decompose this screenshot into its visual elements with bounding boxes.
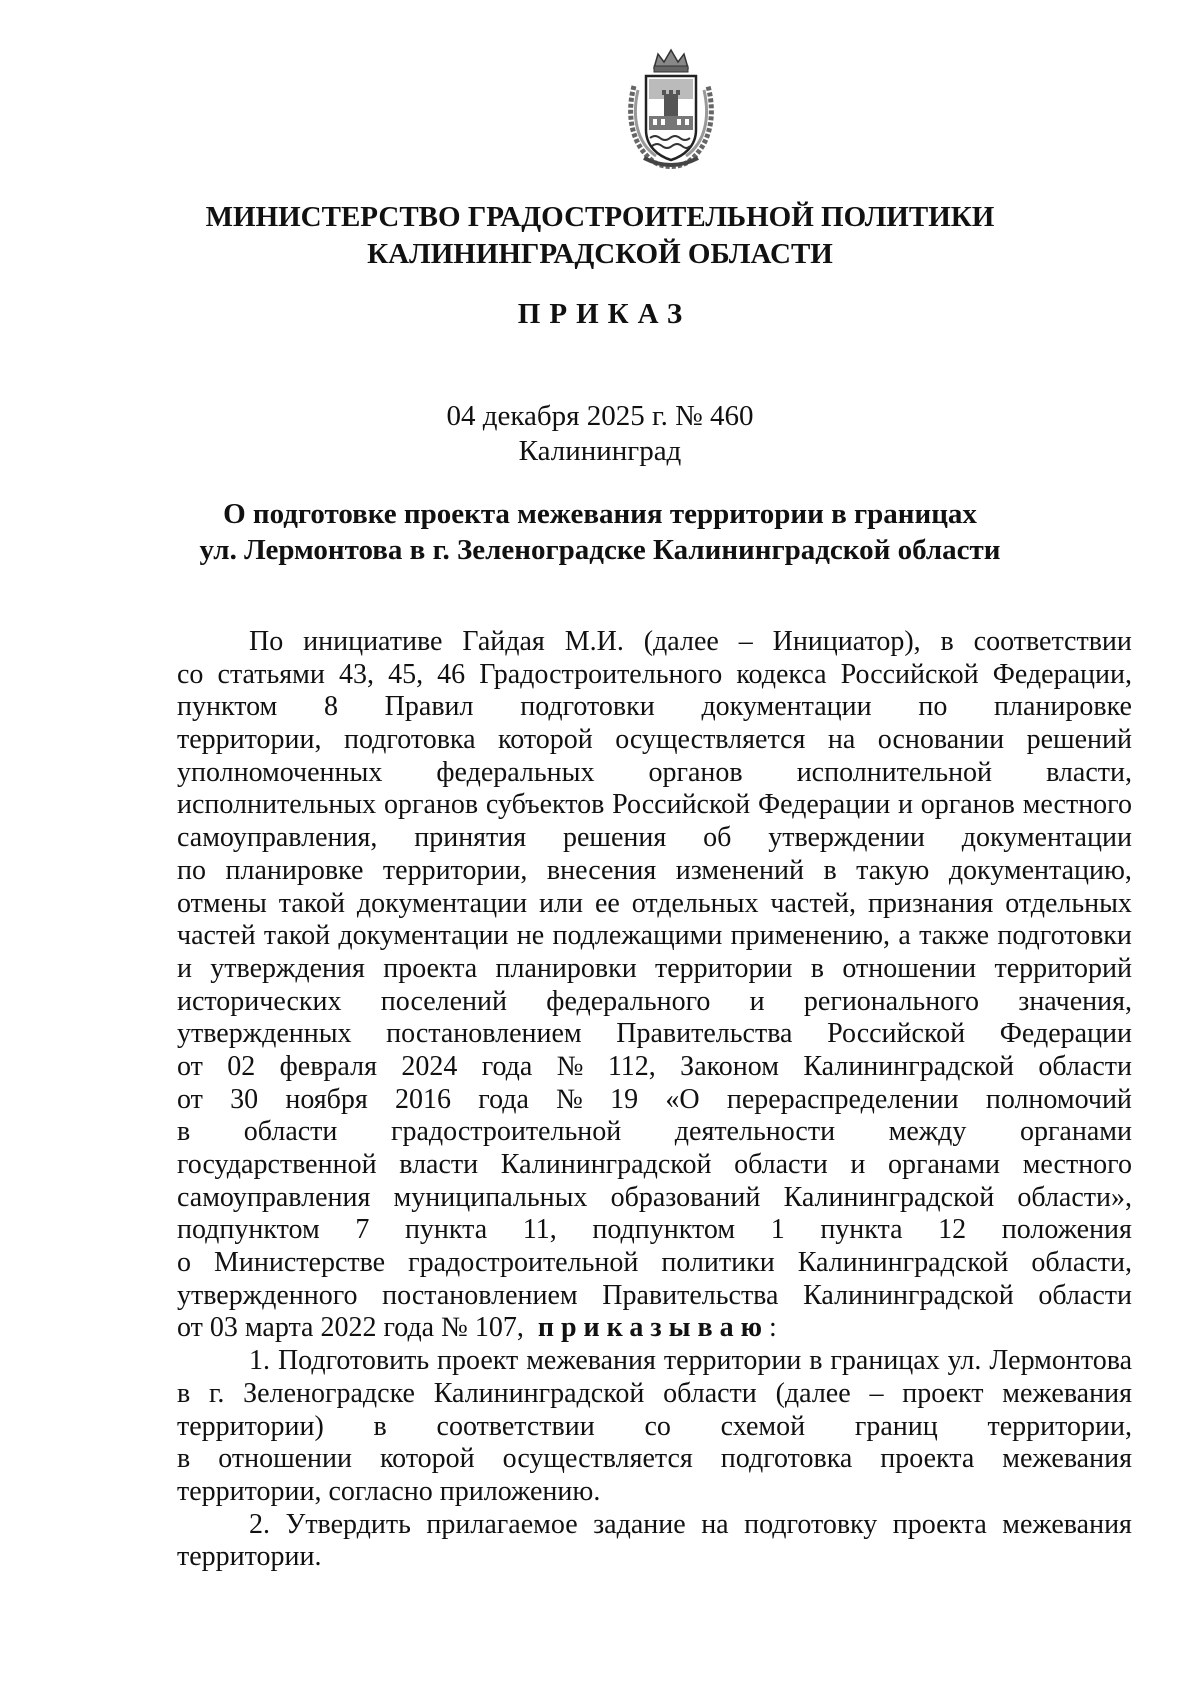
word: 1 (770, 1214, 785, 1246)
word: постановлением (382, 1279, 578, 1311)
ministry-name-line1: МИНИСТЕРСТВО ГРАДОСТРОИТЕЛЬНОЙ ПОЛИТИКИ (205, 201, 995, 233)
word: со (644, 1410, 671, 1442)
word: от (177, 1083, 203, 1115)
word: области (734, 1149, 828, 1180)
text-line (177, 757, 1132, 790)
word: территории (663, 1345, 802, 1377)
word: года (478, 1083, 529, 1115)
word: планировки (495, 952, 637, 984)
word: межевания (1002, 1377, 1132, 1409)
word: применению, (730, 920, 891, 952)
word: Федерации (999, 1018, 1132, 1050)
word: ее (594, 887, 620, 919)
word: 8 (323, 691, 338, 723)
word: власти, (1046, 756, 1132, 788)
word: документацию, (948, 854, 1132, 886)
word: политики (661, 1247, 775, 1279)
word: утвержденного (177, 1279, 358, 1311)
word: кодекса (736, 658, 827, 690)
word: 46 (437, 658, 466, 690)
word: Российской (612, 789, 751, 821)
text-line (177, 822, 1132, 855)
word: отдельных (631, 887, 759, 919)
word: (далее (775, 1377, 851, 1409)
word: местного (1022, 1149, 1132, 1180)
word: градостроительной (408, 1247, 639, 1279)
word: муниципальных (393, 1181, 588, 1213)
word: внесения (546, 854, 657, 886)
word: или (539, 887, 583, 919)
item-2-last-text: территории. (177, 1541, 322, 1573)
word: Калининградской (783, 1181, 995, 1213)
text-line (177, 1345, 1132, 1378)
text-line (177, 691, 1132, 724)
word: планировке (994, 691, 1132, 723)
word: 2016 (395, 1083, 452, 1115)
word: местного (1022, 789, 1132, 821)
word: проекта (880, 1443, 975, 1475)
subject-line2: ул. Лермонтова в г. Зеленоградске Калининградской области (199, 534, 1001, 566)
word: подлежащими (552, 920, 723, 952)
word: признания (867, 887, 994, 919)
text-line (177, 1182, 1132, 1215)
word: изменений (675, 854, 804, 886)
word: исполнительных (177, 789, 377, 821)
text-line (177, 986, 1132, 1019)
text-line (177, 1378, 1132, 1411)
word: а (898, 920, 911, 952)
word: границах (830, 1345, 940, 1377)
word: 02 (227, 1050, 256, 1082)
word: задание (593, 1508, 686, 1540)
word: области (663, 1377, 757, 1409)
word: утвержденных (177, 1018, 352, 1050)
text-line (177, 953, 1132, 986)
text-line (177, 1018, 1132, 1051)
word: самоуправления, (177, 822, 378, 854)
word: соответствии (436, 1410, 595, 1442)
subject-line1: О подготовке проекта межевания территории в границах (223, 498, 977, 530)
word: межевания (526, 1345, 656, 1377)
word: 7 (355, 1214, 370, 1246)
date-and-number: 04 декабря 2025 г. № 460 (446, 400, 754, 432)
word: подготовку (744, 1508, 878, 1540)
word: также (919, 920, 990, 952)
word: территории, (382, 854, 528, 886)
word: Калининградской (803, 1050, 1015, 1082)
word: органами (888, 1149, 1001, 1180)
document-body (177, 626, 1132, 1574)
word: – (869, 1377, 884, 1409)
word: 2024 (401, 1050, 458, 1082)
word: статьями (217, 658, 325, 690)
word: в (177, 1116, 191, 1148)
word: подпунктом (177, 1214, 320, 1246)
word: Правительства (602, 1279, 779, 1311)
word: которой (380, 1443, 475, 1475)
word: основании (877, 724, 1005, 756)
word: в (810, 952, 825, 984)
word: подготовки (997, 920, 1132, 952)
word: такой (263, 920, 331, 952)
word: в (940, 626, 954, 657)
word: территории, (177, 724, 322, 756)
word: схемой (720, 1410, 806, 1442)
word: проекта (383, 952, 478, 984)
word: прилагаемое (426, 1508, 578, 1540)
word: 11, (522, 1214, 557, 1246)
document-subject (0, 496, 1200, 568)
word: решений (1026, 724, 1132, 756)
word: федерального (546, 985, 711, 1017)
word: территории) (177, 1410, 324, 1442)
preamble-final-line (177, 1312, 1132, 1345)
item-1-paragraph (177, 1345, 1132, 1476)
word: федеральных (436, 756, 595, 788)
word: Калининградской (500, 1149, 712, 1180)
word: документации (356, 887, 528, 919)
word: Подготовить (277, 1345, 430, 1377)
text-line (177, 626, 1132, 659)
word: в (823, 854, 837, 886)
word: Федерации, (992, 658, 1132, 690)
word: границ (854, 1410, 938, 1442)
text-line (177, 1116, 1132, 1149)
word: образований (610, 1181, 761, 1213)
word: на (701, 1508, 729, 1540)
word: осуществляется (615, 724, 806, 756)
preamble-paragraph (177, 626, 1132, 1312)
word: частей, (770, 887, 857, 919)
word: Законом (680, 1050, 779, 1082)
word: такой (278, 887, 345, 919)
word: в (177, 1443, 191, 1475)
word: власти (399, 1149, 479, 1180)
word: Инициатор), (772, 626, 921, 657)
word: области», (1017, 1181, 1132, 1213)
word: осуществляется (502, 1443, 693, 1475)
word: в (177, 1377, 191, 1409)
word: в (373, 1410, 387, 1442)
word: февраля (279, 1050, 377, 1082)
text-line (177, 1411, 1132, 1444)
word: органов (648, 756, 743, 788)
word: По (249, 626, 284, 657)
word: 30 (230, 1083, 259, 1115)
word: М.И. (564, 626, 624, 657)
word: такую (856, 854, 930, 886)
order-colon: : (769, 1312, 777, 1344)
word: области, (1031, 1247, 1132, 1279)
word: документации (338, 920, 509, 952)
word: самоуправления (177, 1181, 371, 1213)
word: территории (655, 952, 793, 984)
word: № (556, 1050, 584, 1082)
word: отношении (842, 952, 977, 984)
word: Гайдая (462, 626, 545, 657)
word: деятельности (674, 1116, 836, 1148)
word: ул. (947, 1345, 982, 1377)
item-1-last-line (177, 1476, 1132, 1509)
word: межевания (1002, 1443, 1132, 1475)
word: межевания (1002, 1508, 1132, 1540)
word: принятия (414, 822, 527, 854)
word: Калининградской (803, 1279, 1014, 1311)
word: и (749, 985, 765, 1017)
word: и (850, 1149, 866, 1180)
word: «О (665, 1083, 700, 1115)
word: субъектов (485, 789, 605, 821)
word: документации (701, 691, 872, 723)
word: пунктом (177, 691, 278, 723)
text-line (177, 724, 1132, 757)
word: органов (383, 789, 479, 821)
word: утверждении (768, 822, 925, 854)
text-line (177, 1280, 1132, 1313)
kaliningrad-coat-of-arms-icon (624, 46, 718, 172)
text-line (177, 789, 1132, 822)
word: градостроительной (390, 1116, 622, 1148)
word: г. (209, 1377, 225, 1409)
word: между (888, 1116, 967, 1148)
document-type: ПРИКАЗ (517, 298, 692, 330)
word: решения (563, 822, 667, 854)
word: – (738, 626, 753, 657)
word: которой (498, 724, 593, 756)
issue-city: Калининград (518, 435, 682, 467)
word: и (897, 789, 913, 821)
preamble-final-clause: от 03 марта 2022 года № 107, (177, 1312, 524, 1344)
word: документации (961, 822, 1132, 854)
word: и (177, 952, 192, 984)
item-2-paragraph (177, 1509, 1132, 1542)
word: положения (1001, 1214, 1132, 1246)
word: ноября (285, 1083, 368, 1115)
word: отмены (177, 887, 267, 919)
word: области (1038, 1050, 1132, 1082)
word: Федерации (757, 789, 891, 821)
word: пункта (820, 1214, 903, 1246)
text-line (177, 855, 1132, 888)
word: 2. (249, 1508, 270, 1540)
word: об (703, 822, 732, 854)
word: в (809, 1345, 823, 1377)
text-line (177, 1247, 1132, 1280)
word: уполномоченных (177, 756, 383, 788)
word: Российской (840, 658, 979, 690)
word: Лермонтова (989, 1345, 1132, 1377)
word: Утвердить (285, 1508, 411, 1540)
word: 19 (610, 1083, 639, 1115)
word: соответствии (973, 626, 1132, 657)
word: перераспределении (726, 1083, 959, 1115)
word: проект (437, 1345, 519, 1377)
word: Российской (827, 1018, 966, 1050)
word: (далее (643, 626, 719, 657)
text-line (177, 920, 1132, 953)
text-line (177, 1443, 1132, 1476)
word: инициативе (303, 626, 443, 657)
word: полномочий (985, 1083, 1132, 1115)
word: области (1038, 1279, 1132, 1311)
word: Министерстве (214, 1247, 386, 1279)
word: 45, (388, 658, 424, 690)
word: постановлением (386, 1018, 582, 1050)
item-1-last-text: территории, согласно приложению. (177, 1475, 601, 1507)
word: поселений (380, 985, 508, 1017)
word: № (556, 1083, 583, 1115)
word: частей (177, 920, 256, 952)
word: со (177, 658, 204, 690)
word: отдельных (1005, 887, 1132, 919)
word: исторических (177, 985, 342, 1017)
word: по (177, 854, 206, 886)
word: области (243, 1116, 338, 1148)
word: 43, (338, 658, 374, 690)
word: органами (1019, 1116, 1132, 1148)
word: проект (902, 1377, 984, 1409)
word: 12 (938, 1214, 967, 1246)
word: подпунктом (592, 1214, 736, 1246)
word: подготовки (520, 691, 655, 723)
word: регионального (803, 985, 979, 1017)
word: планировке (225, 854, 364, 886)
word: проекта (892, 1508, 987, 1540)
text-line (177, 1214, 1132, 1247)
word: о (177, 1247, 191, 1279)
word: на (827, 724, 856, 756)
word: Правил (384, 691, 474, 723)
word: значения, (1018, 985, 1132, 1017)
word: подготовка (343, 724, 476, 756)
word: государственной (177, 1149, 377, 1180)
text-line (177, 888, 1132, 921)
word: Зеленоградске (243, 1377, 415, 1409)
word: Правительства (616, 1018, 793, 1050)
word: органов (920, 789, 1015, 821)
word: территорий (994, 952, 1132, 984)
word: подготовка (720, 1443, 853, 1475)
word: года (481, 1050, 533, 1082)
text-line (177, 1051, 1132, 1084)
word: пункта (404, 1214, 488, 1246)
word: исполнительной (796, 756, 993, 788)
ministry-name-line2: КАЛИНИНГРАДСКОЙ ОБЛАСТИ (367, 238, 833, 270)
item-2-last-line (177, 1541, 1132, 1574)
order-word: приказываю (537, 1312, 770, 1344)
word: 1. (249, 1345, 270, 1377)
text-line (177, 659, 1132, 692)
word: отношении (218, 1443, 353, 1475)
ministry-name (0, 199, 1200, 273)
word: территории, (987, 1410, 1132, 1442)
text-line (177, 1149, 1132, 1182)
word: Калининградской (433, 1377, 645, 1409)
word: по (918, 691, 948, 723)
word: 112, (607, 1050, 656, 1082)
word: Калининградской (797, 1247, 1009, 1279)
word: утверждения (210, 952, 365, 984)
text-line (177, 1084, 1132, 1117)
text-line (177, 1509, 1132, 1542)
word: от (177, 1050, 203, 1082)
word: Градостроительного (479, 658, 723, 690)
word: не (516, 920, 545, 952)
